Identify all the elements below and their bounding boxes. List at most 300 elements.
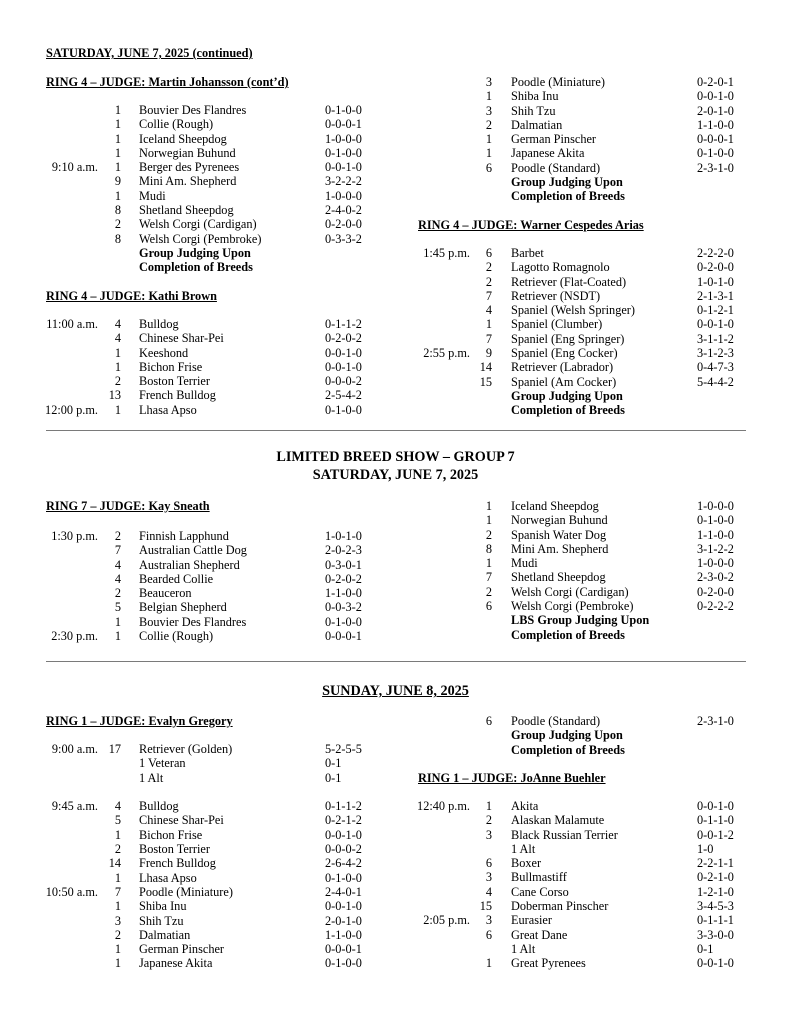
breed-name: German Pinscher xyxy=(139,942,225,957)
breed-name: Chinese Shar-Pei xyxy=(139,331,224,346)
entry-breakdown: 0-1-1-2 xyxy=(325,317,362,331)
entry-breakdown: 0-1-0-0 xyxy=(325,402,362,417)
entry-breakdown: 0-2-1-2 xyxy=(325,813,362,828)
schedule-row xyxy=(0,756,791,770)
entry-breakdown: 2-3-1-0 xyxy=(697,714,734,728)
entry-count: 3 xyxy=(485,827,492,842)
time-label: 1:45 p.m. xyxy=(423,246,470,260)
schedule-list xyxy=(0,499,791,642)
entry-count: 7 xyxy=(114,884,121,899)
entry-breakdown: 0-2-0-0 xyxy=(697,260,734,275)
entry-breakdown: 2-3-0-2 xyxy=(697,570,734,585)
breed-name: Bichon Frise xyxy=(139,359,203,374)
schedule-row xyxy=(0,346,791,360)
breed-name: Black Russian Terrier xyxy=(511,827,618,842)
time-label: 2:30 p.m. xyxy=(51,629,98,644)
section-title: SUNDAY, JUNE 8, 2025 xyxy=(322,683,469,699)
entry-count: 3 xyxy=(485,75,492,89)
breed-name: Spaniel (Am Cocker) xyxy=(511,374,617,389)
entry-count: 3 xyxy=(485,913,492,928)
breed-name: Mudi xyxy=(511,556,538,571)
entry-count: 1 xyxy=(485,89,492,104)
entry-count: 2 xyxy=(485,274,492,289)
breed-name: Completion of Breeds xyxy=(139,260,253,275)
schedule-row xyxy=(0,942,791,956)
breed-name: Spaniel (Welsh Springer) xyxy=(511,303,636,318)
schedule-row xyxy=(0,714,791,728)
divider xyxy=(46,661,746,662)
breed-name: Bulldog xyxy=(139,317,179,331)
entry-count: 1 xyxy=(114,614,121,629)
entry-count: 4 xyxy=(114,331,121,346)
breed-name: Dalmatian xyxy=(511,117,563,132)
breed-name: 1 Veteran xyxy=(139,756,186,771)
breed-name: Iceland Sheepdog xyxy=(139,131,227,146)
entry-count: 7 xyxy=(485,570,492,585)
breed-name: Keeshond xyxy=(139,345,189,360)
breed-name: Bouvier Des Flandres xyxy=(139,614,247,629)
section-title: SATURDAY, JUNE 7, 2025 xyxy=(312,467,479,483)
entry-count: 2 xyxy=(114,529,121,543)
entry-count: 2 xyxy=(485,813,492,828)
entry-breakdown: 2-0-1-0 xyxy=(697,103,734,118)
entry-breakdown: 0-0-1-0 xyxy=(325,899,362,914)
breed-name: Shih Tzu xyxy=(511,103,556,118)
schedule-row xyxy=(0,956,791,970)
schedule-list xyxy=(0,246,791,418)
entry-breakdown: 0-1-0-0 xyxy=(697,146,734,161)
breed-name: Completion of Breeds xyxy=(511,403,625,418)
entry-breakdown: 1-0-0-0 xyxy=(325,131,362,146)
entry-count: 15 xyxy=(479,899,492,914)
entry-breakdown: 0-1-0-0 xyxy=(325,614,362,629)
schedule-row xyxy=(0,360,791,374)
schedule-row xyxy=(0,856,791,870)
entry-breakdown: 0-1-1-0 xyxy=(697,813,734,828)
breed-name: Finnish Lapphund xyxy=(139,529,229,543)
breed-name: Japanese Akita xyxy=(139,956,213,971)
entry-breakdown: 0-1 xyxy=(325,756,342,771)
schedule-row xyxy=(0,771,791,785)
breed-name: French Bulldog xyxy=(139,856,216,871)
schedule-row xyxy=(0,118,791,132)
entry-count: 1 xyxy=(114,942,121,957)
time-label: 12:00 p.m. xyxy=(45,402,98,417)
schedule-row xyxy=(0,246,791,260)
entry-count: 1 xyxy=(114,359,121,374)
breed-name: Bulldog xyxy=(139,799,179,814)
entry-count: 1 xyxy=(114,629,121,644)
time-label: 9:45 a.m. xyxy=(51,799,98,814)
breed-name: Shiba Inu xyxy=(511,89,559,104)
entry-breakdown: 0-0-1-0 xyxy=(325,345,362,360)
entry-breakdown: 1-0-0-0 xyxy=(697,556,734,571)
ring-header: RING 7 – JUDGE: Kay Sneath xyxy=(46,499,210,513)
entry-count: 13 xyxy=(108,388,121,403)
entry-breakdown: 1-1-0-0 xyxy=(697,527,734,542)
time-label: 10:50 a.m. xyxy=(45,884,98,899)
entry-count: 2 xyxy=(485,527,492,542)
entry-breakdown: 0-1-0-0 xyxy=(325,870,362,885)
breed-name: Australian Cattle Dog xyxy=(139,543,247,558)
entry-breakdown: 2-2-2-0 xyxy=(697,246,734,260)
breed-name: Retriever (NSDT) xyxy=(511,288,601,303)
breed-name: Boxer xyxy=(511,856,542,871)
entry-breakdown: 0-1 xyxy=(697,941,714,956)
entry-breakdown: 0-2-1-0 xyxy=(697,870,734,885)
entry-breakdown: 0-0-1-0 xyxy=(325,160,362,175)
breed-name: Retriever (Golden) xyxy=(139,742,233,756)
entry-count: 1 xyxy=(114,870,121,885)
entry-count: 1 xyxy=(114,899,121,914)
breed-name: Shih Tzu xyxy=(139,913,184,928)
breed-name: Boston Terrier xyxy=(139,842,210,857)
breed-name: Poodle (Standard) xyxy=(511,714,601,728)
breed-name: 1 Alt xyxy=(511,941,536,956)
entry-breakdown: 0-0-1-0 xyxy=(697,89,734,104)
breed-name: Iceland Sheepdog xyxy=(511,499,599,513)
schedule-row xyxy=(0,403,791,417)
entry-count: 6 xyxy=(485,927,492,942)
breed-name: Beauceron xyxy=(139,586,192,601)
entry-breakdown: 5-4-4-2 xyxy=(697,374,734,389)
breed-name: Welsh Corgi (Cardigan) xyxy=(139,217,257,232)
entry-count: 2 xyxy=(114,586,121,601)
breed-name: Welsh Corgi (Pembroke) xyxy=(139,231,262,246)
entry-breakdown: 0-1-0-0 xyxy=(325,103,362,117)
entry-count: 2 xyxy=(485,260,492,275)
entry-count: 14 xyxy=(108,856,121,871)
ring-header: RING 1 – JUDGE: Evalyn Gregory xyxy=(46,714,233,728)
entry-breakdown: 1-0-0-0 xyxy=(325,188,362,203)
breed-name: Poodle (Miniature) xyxy=(511,75,605,89)
breed-name: Shetland Sheepdog xyxy=(511,570,606,585)
entry-breakdown: 0-0-1-0 xyxy=(697,799,734,813)
divider xyxy=(46,430,746,431)
schedule-row xyxy=(0,499,791,513)
entry-count: 4 xyxy=(114,799,121,814)
entry-count: 1 xyxy=(485,556,492,571)
schedule-row xyxy=(0,175,791,189)
schedule-row xyxy=(0,628,791,642)
entry-breakdown: 2-0-2-3 xyxy=(325,543,362,558)
entry-count: 3 xyxy=(114,913,121,928)
schedule-row xyxy=(0,528,791,542)
entry-breakdown: 1-1-0-0 xyxy=(697,117,734,132)
entry-count: 3 xyxy=(485,870,492,885)
entry-count: 6 xyxy=(485,714,492,728)
entry-count: 7 xyxy=(485,331,492,346)
entry-breakdown: 1-2-1-0 xyxy=(697,884,734,899)
breed-name: Spanish Water Dog xyxy=(511,527,607,542)
entry-count: 7 xyxy=(485,288,492,303)
breed-name: Bichon Frise xyxy=(139,827,203,842)
breed-name: Bouvier Des Flandres xyxy=(139,103,247,117)
entry-count: 1 xyxy=(485,132,492,147)
ring-header: RING 4 – JUDGE: Kathi Brown xyxy=(46,289,217,303)
schedule-row xyxy=(0,104,791,118)
schedule-row xyxy=(0,885,791,899)
breed-name: Chinese Shar-Pei xyxy=(139,813,224,828)
breed-name: Shetland Sheepdog xyxy=(139,203,234,218)
time-label: 1:30 p.m. xyxy=(51,529,98,543)
entry-count: 1 xyxy=(114,131,121,146)
entry-breakdown: 0-2-0-0 xyxy=(697,584,734,599)
entry-breakdown: 1-1-0-0 xyxy=(325,927,362,942)
entry-count: 9 xyxy=(114,174,121,189)
schedule-row xyxy=(0,303,791,317)
entry-breakdown: 0-1 xyxy=(325,770,342,785)
entry-count: 1 xyxy=(114,345,121,360)
breed-name: Completion of Breeds xyxy=(511,742,625,757)
schedule-row xyxy=(0,332,791,346)
schedule-row xyxy=(0,317,791,331)
entry-breakdown: 0-1-0-0 xyxy=(325,145,362,160)
schedule-row xyxy=(0,189,791,203)
schedule-row xyxy=(0,570,791,584)
entry-count: 5 xyxy=(114,813,121,828)
schedule-row xyxy=(0,89,791,103)
entry-breakdown: 0-3-3-2 xyxy=(325,231,362,246)
entry-breakdown: 3-3-0-0 xyxy=(697,927,734,942)
ring-header: RING 4 – JUDGE: Martin Johansson (cont’d) xyxy=(46,75,289,89)
entry-count: 6 xyxy=(485,599,492,614)
breed-name: Welsh Corgi (Cardigan) xyxy=(511,584,629,599)
schedule-row xyxy=(0,613,791,627)
schedule-row xyxy=(0,913,791,927)
entry-breakdown: 0-0-1-0 xyxy=(325,359,362,374)
schedule-row xyxy=(0,513,791,527)
entry-breakdown: 2-1-3-1 xyxy=(697,288,734,303)
page-header: SATURDAY, JUNE 7, 2025 (continued) xyxy=(46,46,253,60)
entry-count: 1 xyxy=(114,103,121,117)
breed-name: Lhasa Apso xyxy=(139,402,197,417)
schedule-row xyxy=(0,585,791,599)
schedule-row xyxy=(0,289,791,303)
entry-count: 2 xyxy=(114,927,121,942)
entry-count: 1 xyxy=(114,145,121,160)
breed-name: Boston Terrier xyxy=(139,374,210,389)
schedule-row xyxy=(0,217,791,231)
breed-name: Spaniel (Clumber) xyxy=(511,317,603,332)
schedule-row xyxy=(0,556,791,570)
entry-breakdown: 2-6-4-2 xyxy=(325,856,362,871)
entry-count: 1 xyxy=(114,827,121,842)
entry-breakdown: 0-0-1-0 xyxy=(697,956,734,971)
entry-breakdown: 2-2-1-1 xyxy=(697,856,734,871)
entry-breakdown: 3-1-1-2 xyxy=(697,331,734,346)
entry-breakdown: 2-4-0-1 xyxy=(325,884,362,899)
breed-name: Lhasa Apso xyxy=(139,870,197,885)
breed-name: Cane Corso xyxy=(511,884,569,899)
schedule-row xyxy=(0,275,791,289)
schedule-row xyxy=(0,743,791,757)
entry-breakdown: 3-1-2-2 xyxy=(697,541,734,556)
breed-name: Norwegian Buhund xyxy=(139,145,236,160)
entry-count: 4 xyxy=(114,557,121,572)
breed-name: Collie (Rough) xyxy=(139,629,214,644)
entry-breakdown: 0-1-0-0 xyxy=(325,956,362,971)
entry-count: 2 xyxy=(485,117,492,132)
breed-name: Mini Am. Shepherd xyxy=(511,541,609,556)
breed-name: Dalmatian xyxy=(139,927,191,942)
entry-breakdown: 1-0-0-0 xyxy=(697,499,734,513)
entry-count: 8 xyxy=(114,203,121,218)
entry-count: 2 xyxy=(114,374,121,389)
schedule-row xyxy=(0,599,791,613)
breed-name: Belgian Shepherd xyxy=(139,600,227,615)
breed-name: Eurasier xyxy=(511,913,552,928)
entry-count: 1 xyxy=(114,160,121,175)
entry-breakdown: 0-1-2-1 xyxy=(697,303,734,318)
breed-name: Barbet xyxy=(511,246,544,260)
entry-count: 3 xyxy=(485,103,492,118)
schedule-row xyxy=(0,75,791,89)
entry-breakdown: 2-4-0-2 xyxy=(325,203,362,218)
entry-count: 4 xyxy=(114,317,121,331)
entry-count: 1 xyxy=(485,513,492,528)
entry-count: 2 xyxy=(485,584,492,599)
entry-breakdown: 0-0-0-1 xyxy=(325,117,362,132)
entry-breakdown: 0-2-0-0 xyxy=(325,217,362,232)
entry-breakdown: 1-0 xyxy=(697,841,714,856)
entry-count: 8 xyxy=(114,231,121,246)
schedule-list xyxy=(0,75,791,204)
entry-breakdown: 0-0-0-2 xyxy=(325,374,362,389)
entry-breakdown: 3-1-2-3 xyxy=(697,346,734,361)
entry-breakdown: 0-0-1-2 xyxy=(697,827,734,842)
time-label: 2:05 p.m. xyxy=(423,913,470,928)
entry-breakdown: 0-1-0-0 xyxy=(697,513,734,528)
schedule-list xyxy=(0,714,791,757)
breed-name: Japanese Akita xyxy=(511,146,585,161)
entry-breakdown: 0-1-1-1 xyxy=(697,913,734,928)
time-label: 9:00 a.m. xyxy=(51,742,98,756)
breed-name: Berger des Pyrenees xyxy=(139,160,240,175)
schedule-row xyxy=(0,146,791,160)
time-label: 12:40 p.m. xyxy=(417,799,470,813)
breed-name: Doberman Pinscher xyxy=(511,899,609,914)
schedule-list xyxy=(0,799,791,971)
entry-breakdown: 2-5-4-2 xyxy=(325,388,362,403)
breed-name: Completion of Breeds xyxy=(511,189,625,204)
breed-name: Retriever (Flat-Coated) xyxy=(511,274,627,289)
breed-name: Bearded Collie xyxy=(139,571,214,586)
entry-breakdown: 0-0-1-0 xyxy=(325,827,362,842)
breed-name: Group Judging Upon xyxy=(511,388,623,403)
schedule-row xyxy=(0,813,791,827)
entry-breakdown: 1-0-1-0 xyxy=(325,529,362,543)
entry-count: 2 xyxy=(114,842,121,857)
schedule-row xyxy=(0,542,791,556)
breed-name: Group Judging Upon xyxy=(511,175,623,190)
breed-name: Retriever (Labrador) xyxy=(511,360,614,375)
breed-name: Group Judging Upon xyxy=(511,728,623,743)
section-title: LIMITED BREED SHOW – GROUP 7 xyxy=(276,449,515,465)
breed-name: 1 Alt xyxy=(139,770,164,785)
schedule-row xyxy=(0,870,791,884)
breed-name: Welsh Corgi (Pembroke) xyxy=(511,599,634,614)
entry-count: 15 xyxy=(479,374,492,389)
breed-name: Australian Shepherd xyxy=(139,557,240,572)
time-label: 2:55 p.m. xyxy=(423,346,470,361)
entry-breakdown: 3-4-5-3 xyxy=(697,899,734,914)
time-label: 9:10 a.m. xyxy=(51,160,98,175)
entry-breakdown: 3-2-2-2 xyxy=(325,174,362,189)
schedule-row xyxy=(0,928,791,942)
entry-count: 6 xyxy=(485,160,492,175)
schedule-row xyxy=(0,799,791,813)
schedule-row xyxy=(0,260,791,274)
ring-header: RING 4 – JUDGE: Warner Cespedes Arias xyxy=(418,218,644,232)
breed-name: French Bulldog xyxy=(139,388,216,403)
schedule-row xyxy=(0,161,791,175)
entry-breakdown: 0-0-0-1 xyxy=(325,629,362,644)
schedule-row xyxy=(0,375,791,389)
schedule-row xyxy=(0,203,791,217)
entry-breakdown: 2-0-1-0 xyxy=(325,913,362,928)
entry-breakdown: 1-1-0-0 xyxy=(325,586,362,601)
breed-name: LBS Group Judging Upon xyxy=(511,613,650,628)
breed-name: Poodle (Miniature) xyxy=(139,884,233,899)
schedule-row xyxy=(0,842,791,856)
breed-name: Spaniel (Eng Cocker) xyxy=(511,346,618,361)
entry-breakdown: 5-2-5-5 xyxy=(325,742,362,756)
entry-breakdown: 0-0-0-1 xyxy=(325,942,362,957)
entry-count: 4 xyxy=(114,571,121,586)
breed-name: Alaskan Malamute xyxy=(511,813,605,828)
schedule-row xyxy=(0,785,791,799)
breed-name: Group Judging Upon xyxy=(139,245,251,260)
entry-breakdown: 0-0-3-2 xyxy=(325,600,362,615)
breed-name: Completion of Breeds xyxy=(511,627,625,642)
breed-name: Bullmastiff xyxy=(511,870,567,885)
entry-breakdown: 0-0-0-2 xyxy=(325,842,362,857)
schedule-row xyxy=(0,828,791,842)
ring-header: RING 1 – JUDGE: JoAnne Buehler xyxy=(418,771,606,785)
entry-count: 4 xyxy=(485,884,492,899)
breed-name: 1 Alt xyxy=(511,841,536,856)
entry-breakdown: 0-0-1-0 xyxy=(697,317,734,332)
breed-name: Shiba Inu xyxy=(139,899,187,914)
schedule-row xyxy=(0,728,791,742)
schedule-row xyxy=(0,232,791,246)
entry-count: 4 xyxy=(485,303,492,318)
schedule-row xyxy=(0,132,791,146)
breed-name: Great Pyrenees xyxy=(511,956,586,971)
breed-name: Poodle (Standard) xyxy=(511,160,601,175)
entry-breakdown: 0-4-7-3 xyxy=(697,360,734,375)
entry-breakdown: 0-2-0-2 xyxy=(325,571,362,586)
entry-count: 14 xyxy=(479,360,492,375)
entry-count: 9 xyxy=(485,346,492,361)
entry-breakdown: 1-0-1-0 xyxy=(697,274,734,289)
entry-count: 1 xyxy=(114,188,121,203)
entry-breakdown: 0-0-0-1 xyxy=(697,132,734,147)
entry-count: 17 xyxy=(108,742,121,756)
entry-count: 1 xyxy=(485,317,492,332)
entry-count: 1 xyxy=(485,499,492,513)
breed-name: Lagotto Romagnolo xyxy=(511,260,610,275)
breed-name: Akita xyxy=(511,799,539,813)
entry-count: 8 xyxy=(485,541,492,556)
entry-count: 1 xyxy=(114,402,121,417)
entry-count: 5 xyxy=(114,600,121,615)
entry-breakdown: 0-3-0-1 xyxy=(325,557,362,572)
entry-count: 1 xyxy=(485,956,492,971)
time-label: 11:00 a.m. xyxy=(46,317,98,331)
entry-breakdown: 0-2-0-1 xyxy=(697,75,734,89)
